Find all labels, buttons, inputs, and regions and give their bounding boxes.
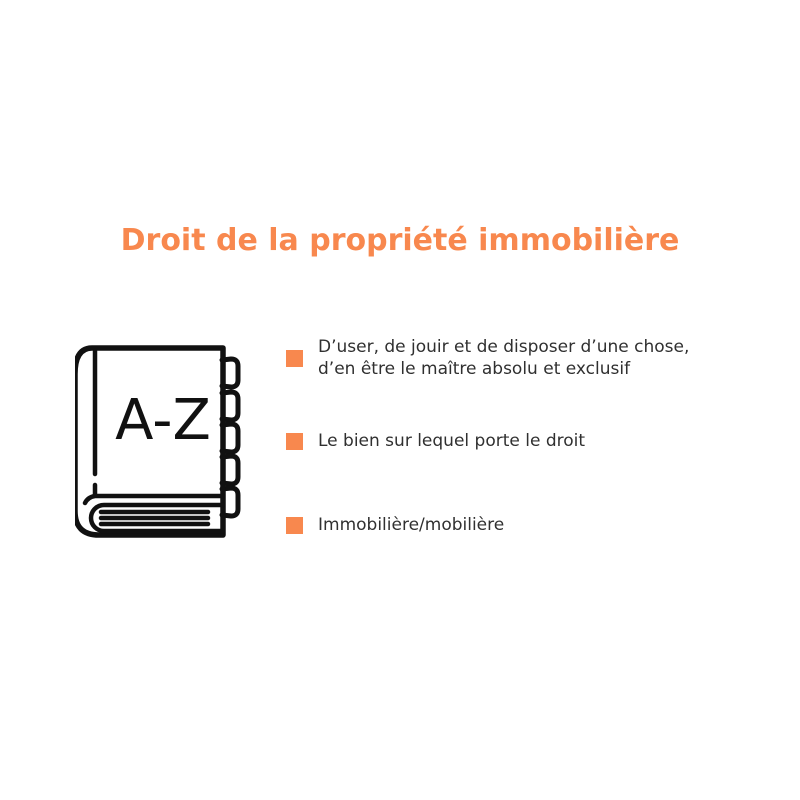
book-page-lines (101, 512, 208, 524)
bullet-square-icon (286, 433, 303, 450)
bullet-text-1-line-2: d’en être le maître absolu et exclusif (318, 359, 631, 379)
bullet-text-2: Le bien sur lequel porte le droit (318, 431, 586, 451)
dictionary-book-icon (75, 344, 247, 544)
bullet-square-icon (286, 517, 303, 534)
bullet-item-2 (286, 430, 585, 452)
bullet-text-1-line-1: D’user, de jouir et de disposer d’une chose, (318, 337, 690, 357)
page-title: Droit de la propriété immobilière (120, 223, 680, 258)
book-pages-top-line (85, 496, 223, 503)
bullet-item-1 (286, 336, 689, 380)
bullet-text-1 (318, 336, 689, 380)
bullet-square-icon (286, 350, 303, 367)
bullet-item-3 (286, 514, 504, 536)
bullet-text-3: Immobilière/mobilière (318, 515, 505, 535)
az-cover-text: A-Z (115, 388, 211, 453)
